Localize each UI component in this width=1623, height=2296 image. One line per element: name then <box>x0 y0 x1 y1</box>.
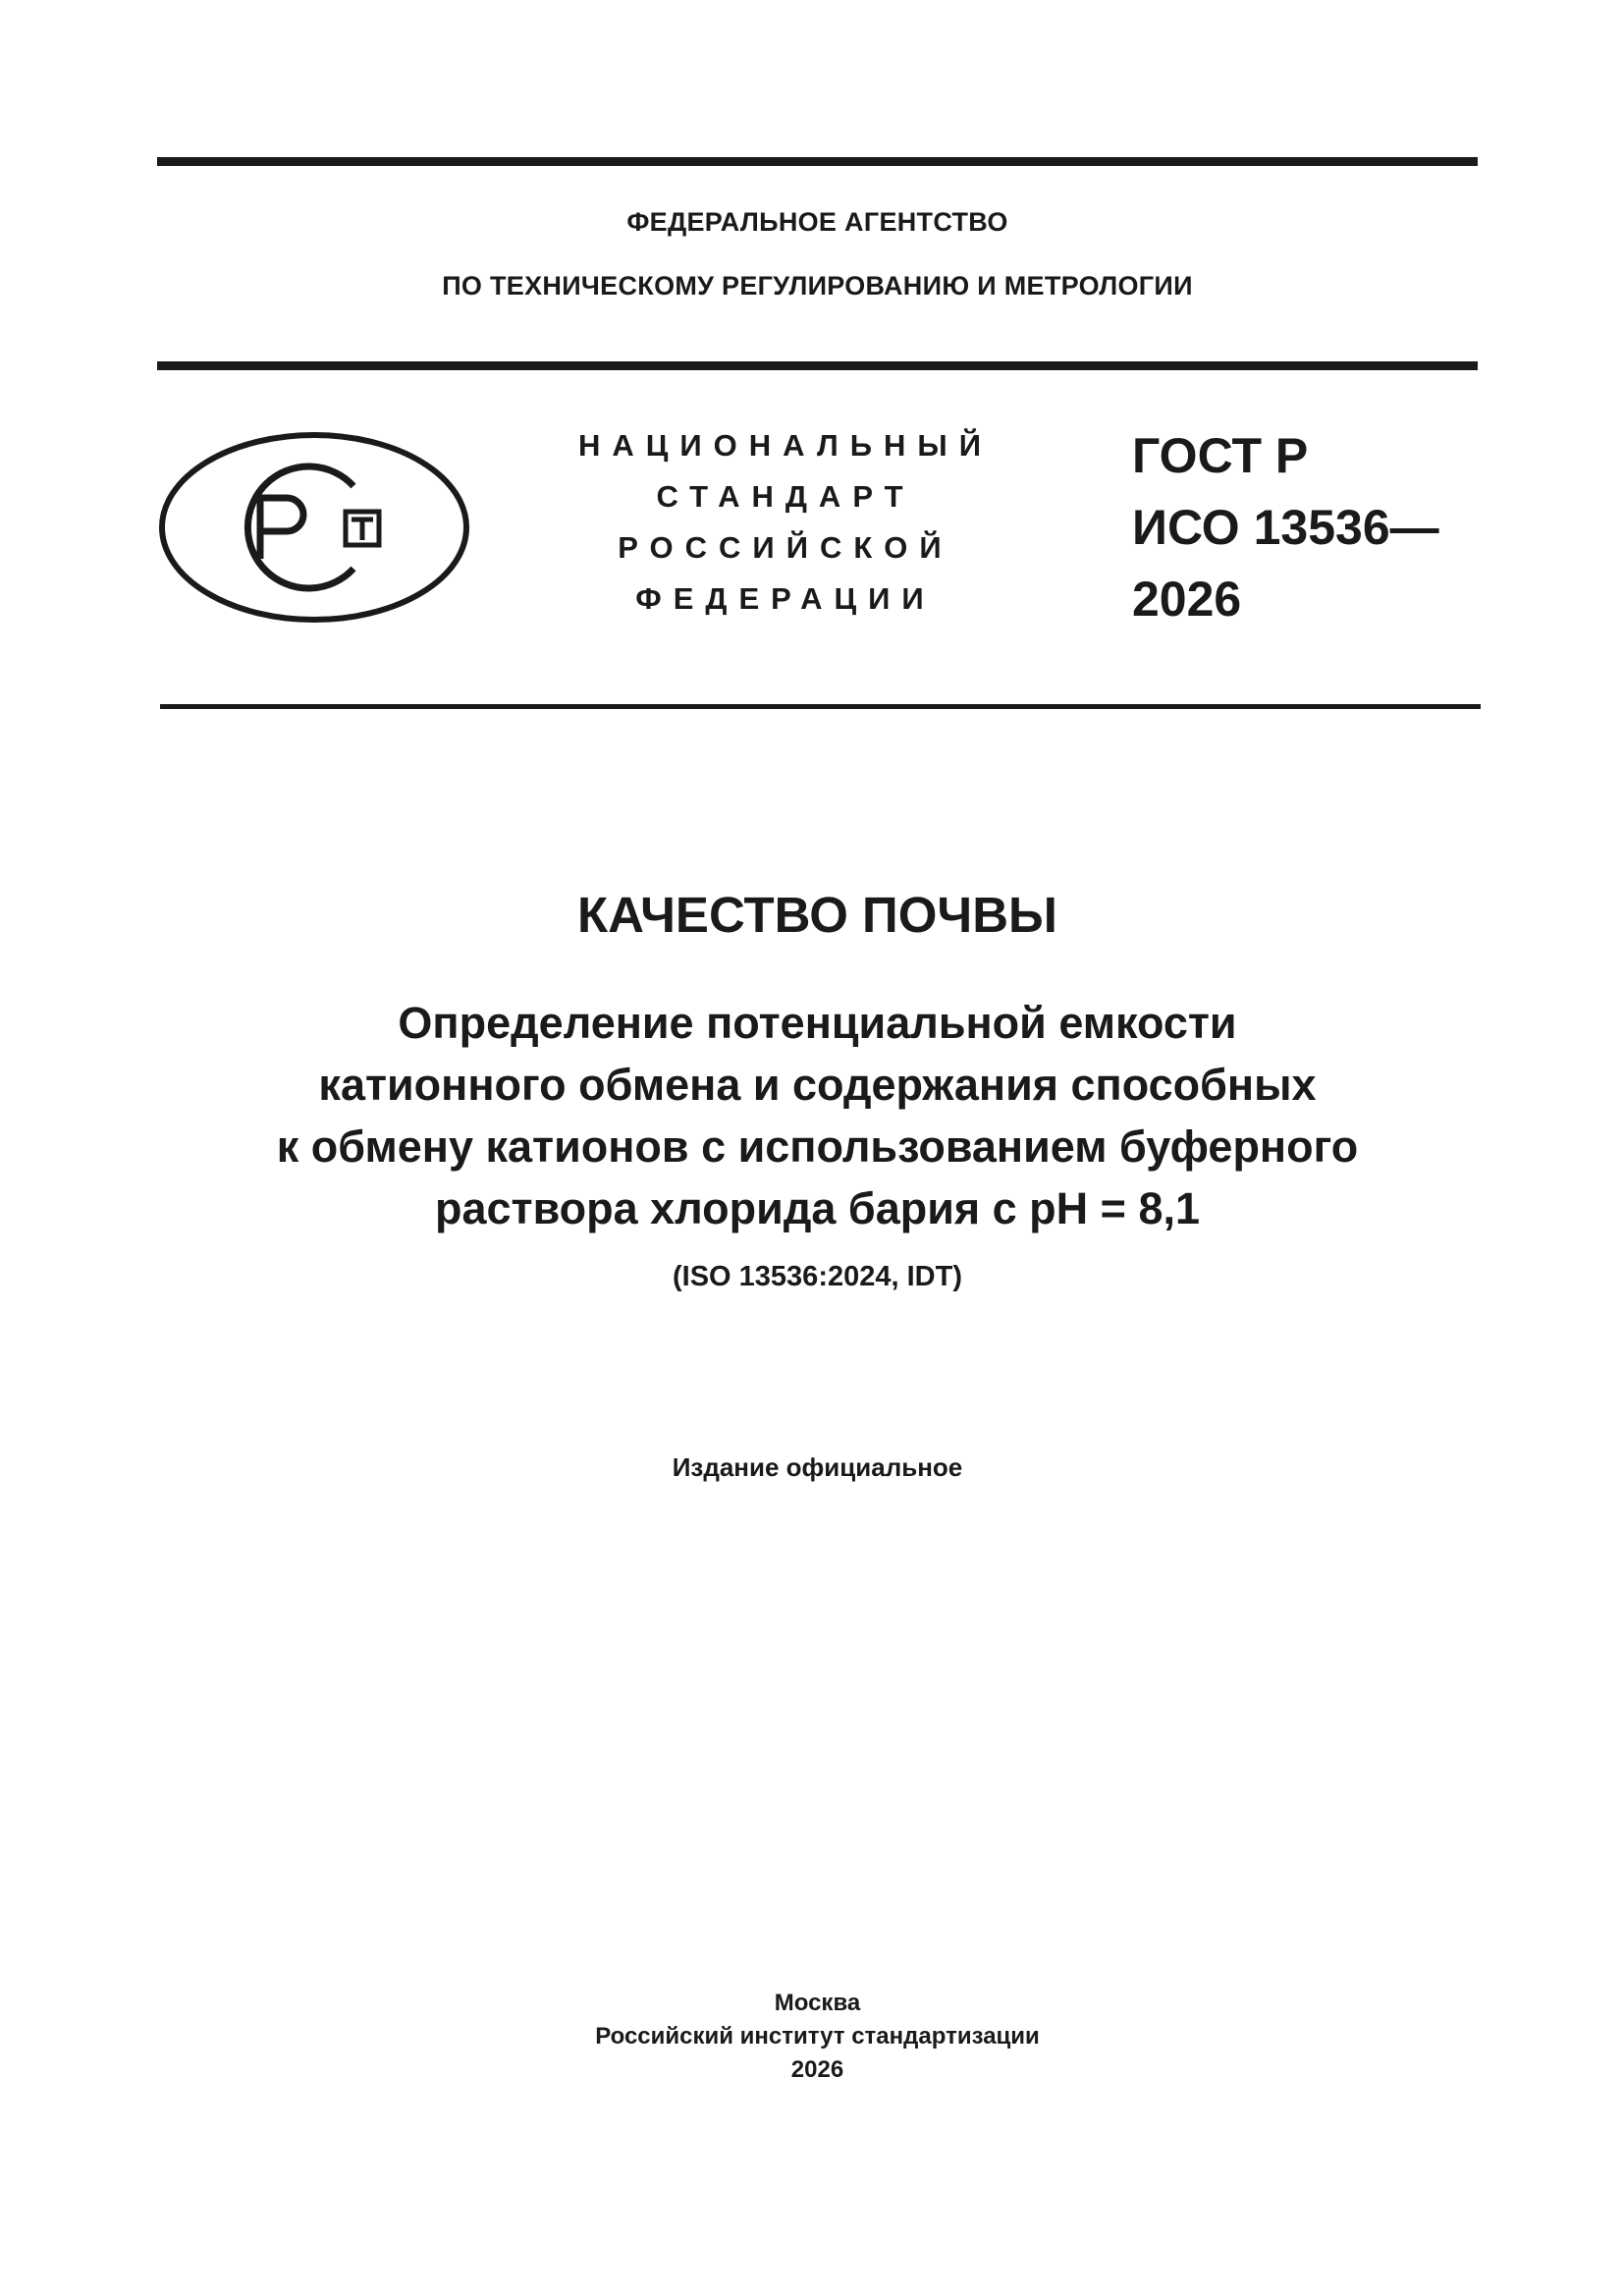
designation-line-1: ГОСТ Р <box>1132 428 1309 483</box>
imprint-year: 2026 <box>790 2056 844 2083</box>
imprint <box>157 1987 1478 2087</box>
standard-designation <box>1132 420 1439 635</box>
subtitle-line-3: к обмену катионов с использованием буферного <box>276 1121 1359 1172</box>
subtitle-line-1: Определение потенциальной емкости <box>398 998 1237 1048</box>
national-standard-line-1: НАЦИОНАЛЬНЫЙ <box>577 428 994 463</box>
rst-logo-icon <box>157 429 471 626</box>
subtitle-line-2: катионного обмена и содержания способных <box>318 1060 1317 1110</box>
document-subtitle <box>157 992 1478 1239</box>
top-rule <box>157 157 1478 166</box>
edition-note: Издание официальное <box>672 1452 963 1482</box>
subtitle-line-4: раствора хлорида бария с рН = 8,1 <box>435 1183 1200 1233</box>
national-standard-line-4: ФЕДЕРАЦИИ <box>635 581 936 616</box>
iso-reference: (ISO 13536:2024, IDT) <box>673 1261 962 1292</box>
designation-bottom-rule <box>160 704 1481 709</box>
imprint-city: Москва <box>774 1990 861 2016</box>
national-standard-line-3: РОССИЙСКОЙ <box>618 530 953 565</box>
header-bottom-rule <box>157 361 1478 370</box>
designation-line-2: ИСО 13536— <box>1132 500 1439 555</box>
designation-line-3: 2026 <box>1132 572 1242 627</box>
agency-line-2: ПО ТЕХНИЧЕСКОМУ РЕГУЛИРОВАНИЮ И МЕТРОЛОГИИ <box>442 271 1193 301</box>
document-title: КАЧЕСТВО ПОЧВЫ <box>577 887 1057 943</box>
national-standard-line-2: СТАНДАРТ <box>656 479 915 514</box>
imprint-publisher: Российский институт стандартизации <box>595 2023 1040 2050</box>
agency-line-1: ФЕДЕРАЛЬНОЕ АГЕНТСТВО <box>626 207 1008 237</box>
national-standard-label <box>550 420 1021 625</box>
